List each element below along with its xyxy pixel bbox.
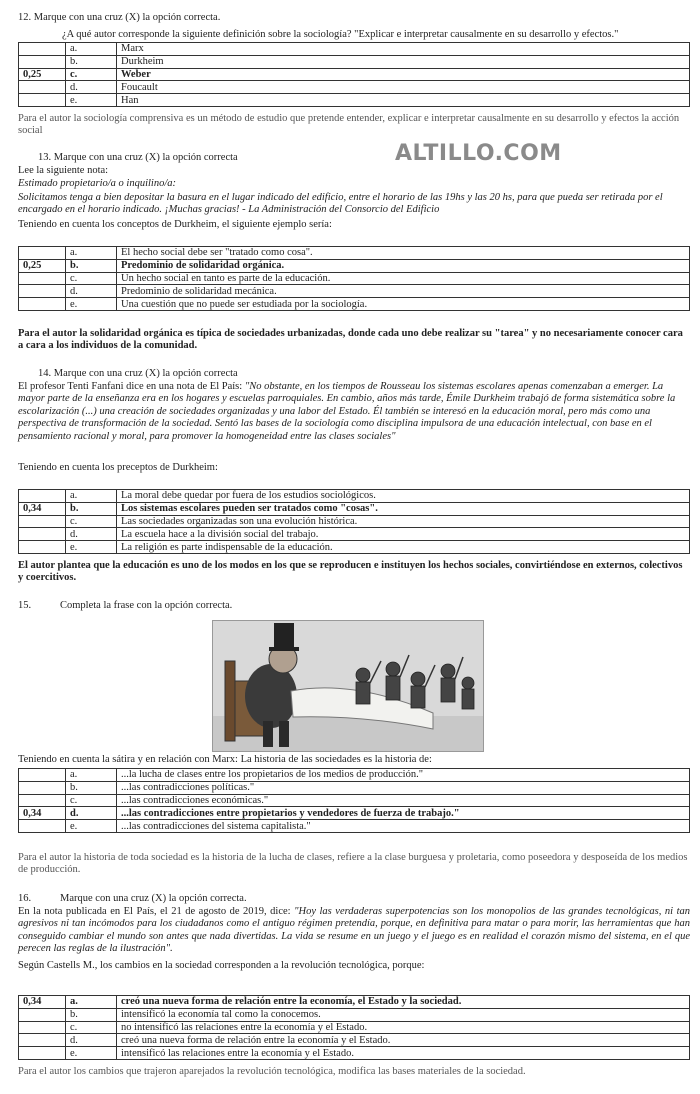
- q16-option-b[interactable]: b. intensificó la economía tal como la conocemos.: [19, 1008, 690, 1021]
- q15-option-b[interactable]: b. ...las contradicciones políticas.": [19, 781, 690, 794]
- q13-option-b[interactable]: 0,25 b. Predominio de solidaridad orgánica.: [19, 259, 690, 272]
- q16-option-c[interactable]: c. no intensificó las relaciones entre la economía y el Estado.: [19, 1021, 690, 1034]
- q13-intro: Lee la siguiente nota:: [18, 165, 109, 176]
- q13-option-a[interactable]: a. El hecho social debe ser "tratado como cosa".: [19, 247, 690, 260]
- q14-intro-quote: "No obstante, en los tiempos de Rousseau los sistemas escolares apenas comenzaban a emerger. La mayor parte de la enseñanza era en los hogares y escuelas parroquiales. En cambio, años más tarde, Émile Durkheim trabajó de forma sistemática sobre la escolarización (...) una creación de sociedades organizadas y una labor del Estado. Él también se interesó en la educación moral, pero más como una perspectiva de transformación de la sociedad. Sentó las bases de la sociología como disciplina impulsora de una educación intelectual, con base en el pensamiento racional y moral, para promover la homogeneidad entre las clases sociales": [18, 381, 676, 442]
- q12-option-e[interactable]: e. Han: [19, 94, 690, 107]
- q16-option-a[interactable]: 0,34 a. creó una nueva forma de relación entre la economía, el Estado y la sociedad.: [19, 996, 690, 1009]
- q14-intro: [18, 381, 690, 443]
- q15-option-e[interactable]: e. ...las contradicciones del sistema capitalista.": [19, 820, 690, 833]
- watermark-logo: ALTILLO.COM: [395, 141, 562, 166]
- q15-option-a[interactable]: a. ...la lucha de clases entre los propietarios de los medios de producción.": [19, 769, 690, 782]
- q14-feedback: El autor plantea que la educación es uno de los modos en los que se reproducen e instituyen los hechos sociales, convirtiéndose en externos, colectivos y coercitivos.: [18, 560, 683, 584]
- q14-option-d[interactable]: d. La escuela hace a la división social del trabajo.: [19, 528, 690, 541]
- q12-score: 0,25: [19, 68, 66, 81]
- q15-options-table: [18, 768, 690, 833]
- q12-option-c[interactable]: 0,25 c. Weber: [19, 68, 690, 81]
- capitalist-and-workers-illustration: [213, 621, 483, 751]
- q12-option-b[interactable]: b. Durkheim: [19, 55, 690, 68]
- q16-header-text: Marque con una cruz (X) la opción correcta.: [60, 893, 247, 904]
- q12-header: 12. Marque con una cruz (X) la opción correcta.: [18, 12, 221, 23]
- q15-header-text: Completa la frase con la opción correcta.: [60, 600, 233, 611]
- q13-option-c[interactable]: c. Un hecho social en tanto es parte de la educación.: [19, 272, 690, 285]
- q12-option-d[interactable]: d. Foucault: [19, 81, 690, 94]
- q16-header-number: 16.: [18, 893, 32, 904]
- q13-score: 0,25: [19, 259, 66, 272]
- q16-option-d[interactable]: d. creó una nueva forma de relación entre la economía y el Estado.: [19, 1034, 690, 1047]
- q14-prompt: Teniendo en cuenta los preceptos de Durkheim:: [18, 462, 218, 473]
- q14-score: 0,34: [19, 502, 66, 515]
- q13-note-salutation: Estimado propietario/a o inquilino/a:: [18, 178, 176, 189]
- q13-options-table: [18, 246, 690, 311]
- q16-option-e[interactable]: e. intensificó las relaciones entre la economía y el Estado.: [19, 1047, 690, 1060]
- q16-intro-quote: "Hoy las verdaderas superpotencias son los monopolios de las grandes tecnológicas, ni tan agresivos ni tan incómodos para los ciudadanos como el antiguo régimen pretendía, porque, en definitiva para matar o para morir, las herramientas que han conseguido cambiar el mundo son antes que nada divertidas. La vida se resume en un juego y el juego es en realidad el corazón mismo del sistema, en el que perecen las reglas de la ilustración".: [18, 906, 690, 955]
- q13-option-d[interactable]: d. Predominio de solidaridad mecánica.: [19, 285, 690, 298]
- q14-option-e[interactable]: e. La religión es parte indispensable de la educación.: [19, 541, 690, 554]
- q16-intro: [18, 906, 690, 956]
- q14-options-table: [18, 489, 690, 554]
- q15-option-c[interactable]: c. ...las contradicciones económicas.": [19, 794, 690, 807]
- q16-feedback: Para el autor los cambios que trajeron aparejados la revolución tecnológica, modifica las bases materiales de la sociedad.: [18, 1066, 526, 1077]
- satire-cartoon-image: [212, 620, 484, 752]
- q14-option-c[interactable]: c. Las sociedades organizadas son una evolución histórica.: [19, 515, 690, 528]
- q16-options-table: [18, 995, 690, 1060]
- q16-intro-plain: En la nota publicada en El País, el 21 de agosto de 2019, dice:: [18, 906, 295, 917]
- q15-prompt: Teniendo en cuenta la sátira y en relación con Marx: La historia de las sociedades es la historia de:: [18, 754, 432, 765]
- q15-feedback: Para el autor la historia de toda sociedad es la historia de la lucha de clases, refiere a la clase burguesa y proletaria, como poseedora y desposeída de los medios de producción.: [18, 852, 688, 876]
- q12-question: ¿A qué autor corresponde la siguiente definición sobre la sociología? "Explicar e interpretar causalmente en su desarrollo y efectos.": [62, 29, 619, 40]
- q14-option-b[interactable]: 0,34 b. Los sistemas escolares pueden ser tratados como "cosas".: [19, 502, 690, 515]
- q15-header-number: 15.: [18, 600, 32, 611]
- q13-prompt: Teniendo en cuenta los conceptos de Durkheim, el siguiente ejemplo sería:: [18, 219, 332, 230]
- q13-note-body: Solicitamos tenga a bien depositar la basura en el lugar indicado del edificio, entre el horario de las 19hs y las 20 hs, para que pueda ser retirada por el encargado en el horario indicado. ¡Muchas gracias! - La Administración del Consorcio del Edificio: [18, 192, 663, 216]
- q13-feedback: Para el autor la solidaridad orgánica es típica de sociedades urbanizadas, donde cada uno debe realizar su "tarea" y no necesariamente conocer cara a cara a los individuos de la comunidad.: [18, 328, 683, 352]
- q16-score: 0,34: [19, 996, 66, 1009]
- q12-option-a[interactable]: a. Marx: [19, 43, 690, 56]
- q16-prompt: Según Castells M., los cambios en la sociedad corresponden a la revolución tecnológica, porque:: [18, 960, 425, 971]
- q12-options-table: [18, 42, 690, 107]
- q14-intro-plain: El profesor Tenti Fanfani dice en una nota de El País:: [18, 381, 245, 392]
- q14-option-a[interactable]: a. La moral debe quedar por fuera de los estudios sociológicos.: [19, 490, 690, 503]
- q12-feedback: Para el autor la sociología comprensiva es un método de estudio que pretende entender, explicar e interpretar causalmente en su desarrollo y efectos la acción social: [18, 113, 680, 137]
- q15-option-d[interactable]: 0,34 d. ...las contradicciones entre propietarios y vendedores de fuerza de trabajo.": [19, 807, 690, 820]
- q15-score: 0,34: [19, 807, 66, 820]
- q14-header: 14. Marque con una cruz (X) la opción correcta: [38, 368, 238, 379]
- q13-header: 13. Marque con una cruz (X) la opción correcta: [38, 152, 238, 163]
- q13-option-e[interactable]: e. Una cuestión que no puede ser estudiada por la sociología.: [19, 298, 690, 311]
